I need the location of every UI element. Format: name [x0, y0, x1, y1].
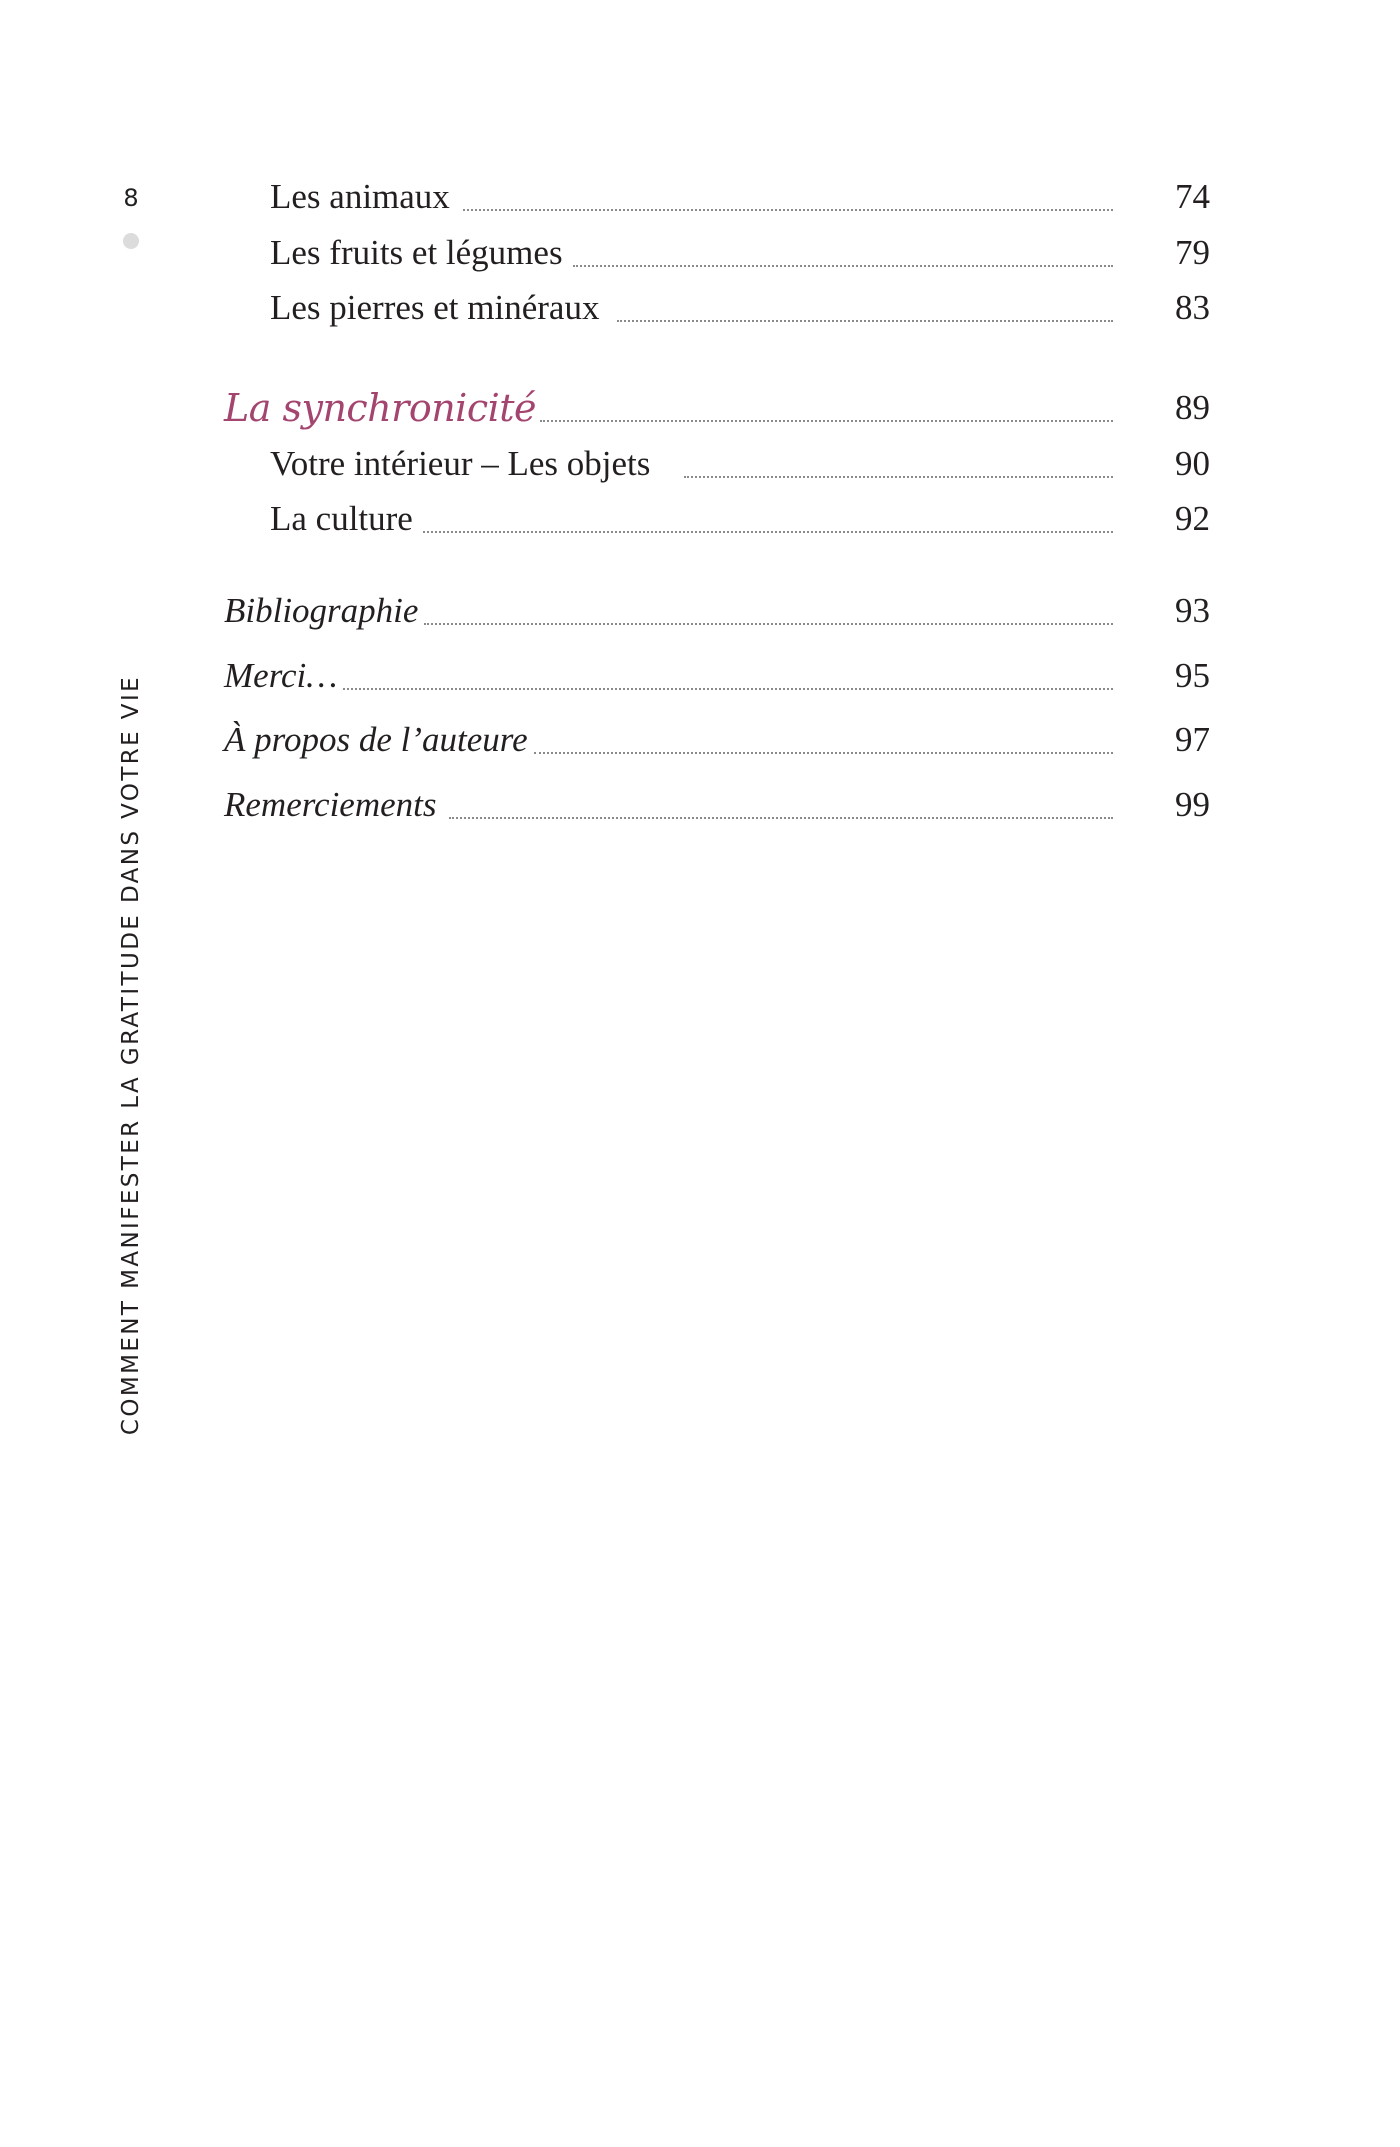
toc-entry-label: Les fruits et légumes: [270, 233, 563, 272]
toc-entry-label: Merci…: [224, 656, 338, 695]
toc-entry-les-fruits-et-legumes: [0, 234, 1400, 282]
toc-entry-label: Les animaux: [270, 177, 450, 216]
toc-dot-leader: [343, 688, 1113, 690]
toc-entry-label: Les pierres et minéraux: [270, 288, 600, 327]
toc-section-la-synchronicite: [0, 386, 1400, 437]
toc-dot-leader: [540, 420, 1113, 422]
toc-entry-remerciements: [0, 786, 1400, 834]
toc-entry-votre-interieur-les-objets: [0, 445, 1400, 493]
toc-dot-leader: [617, 320, 1113, 322]
page-number: 8: [123, 184, 139, 212]
toc-entry-page: 93: [1175, 591, 1210, 630]
toc-entry-page: 90: [1175, 444, 1210, 483]
toc-entry-page: 99: [1175, 785, 1210, 824]
toc-entry-page: 89: [1175, 388, 1210, 427]
toc-entry-label: À propos de l’auteure: [224, 720, 528, 759]
toc-entry-label: Votre intérieur – Les objets: [270, 444, 651, 483]
toc-entry-la-culture: [0, 500, 1400, 548]
toc-entry-les-animaux: [0, 178, 1400, 226]
toc-dot-leader: [423, 531, 1113, 533]
toc-entry-label: La culture: [270, 499, 413, 538]
toc-entry-page: 92: [1175, 499, 1210, 538]
toc-entry-page: 95: [1175, 656, 1210, 695]
toc-section-heading: La synchronicité: [224, 386, 537, 430]
toc-entry-bibliographie: [0, 592, 1400, 640]
toc-dot-leader: [684, 476, 1113, 478]
toc-entry-merci: [0, 657, 1400, 705]
toc-dot-leader: [463, 209, 1113, 211]
toc-dot-leader: [534, 752, 1113, 754]
toc-dot-leader: [424, 623, 1113, 625]
running-head: COMMENT MANIFESTER LA GRATITUDE DANS VOTRE VIE: [118, 674, 144, 1436]
toc-entry-page: 79: [1175, 233, 1210, 272]
toc-entry-page: 74: [1175, 177, 1210, 216]
toc-dot-leader: [449, 817, 1113, 819]
toc-dot-leader: [573, 265, 1113, 267]
toc-entry-a-propos-de-l-auteure: [0, 721, 1400, 769]
toc-entry-les-pierres-et-mineraux: [0, 289, 1400, 337]
toc-entry-page: 97: [1175, 720, 1210, 759]
toc-entry-label: Bibliographie: [224, 591, 419, 630]
toc-entry-page: 83: [1175, 288, 1210, 327]
toc-entry-label: Remerciements: [224, 785, 437, 824]
